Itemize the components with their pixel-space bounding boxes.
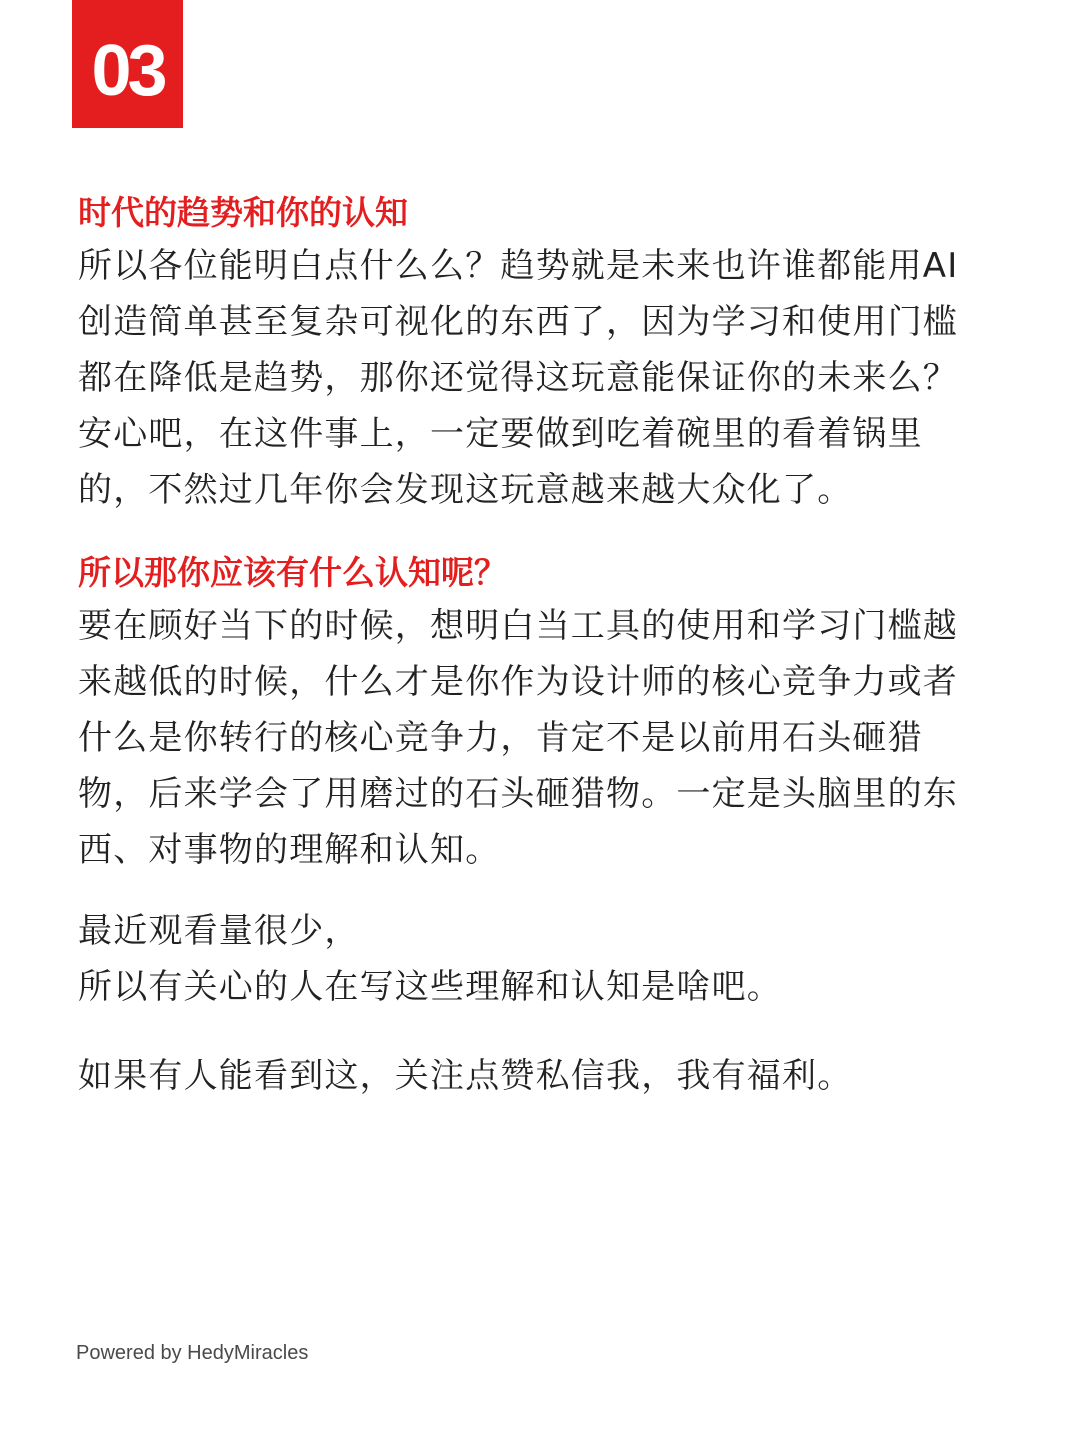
paragraph-line: 都在降低是趋势，那你还觉得这玩意能保证你的未来么？ <box>78 358 958 398</box>
section-number: 03 <box>91 31 164 111</box>
paragraph-trend <box>78 238 958 518</box>
paragraph-line: 创造简单甚至复杂可视化的东西了，因为学习和使用门槛 <box>78 302 958 342</box>
paragraph-line: 所以有关心的人在写这些理解和认知是啥吧。 <box>78 967 782 1007</box>
views-note <box>78 903 782 1015</box>
paragraph-cta <box>78 1048 852 1104</box>
section-heading-trend: 时代的趋势和你的认知 <box>78 193 408 232</box>
paragraph-cognition <box>78 598 958 878</box>
section-heading-cognition: 所以那你应该有什么认知呢？ <box>78 553 507 592</box>
paragraph-line: 的，不然过几年你会发现这玩意越来越大众化了。 <box>78 470 853 510</box>
paragraph-line: 物，后来学会了用磨过的石头砸猎物。一定是头脑里的东 <box>78 774 958 814</box>
section-cognition <box>78 548 958 878</box>
paragraph-line: 安心吧，在这件事上，一定要做到吃着碗里的看着锅里 <box>78 414 923 454</box>
paragraph-line: 所以各位能明白点什么么？趋势就是未来也许谁都能用AI <box>78 246 959 286</box>
cta-line: 如果有人能看到这，关注点赞私信我，我有福利。 <box>78 1056 853 1096</box>
paragraph-line: 西、对事物的理解和认知。 <box>78 830 501 870</box>
paragraph-line: 什么是你转行的核心竞争力，肯定不是以前用石头砸猎 <box>78 718 923 758</box>
paragraph-note <box>78 903 782 1015</box>
paragraph-line: 要在顾好当下的时候，想明白当工具的使用和学习门槛越 <box>78 606 958 646</box>
footer-credit: Powered by HedyMiracles <box>76 1342 309 1364</box>
paragraph-line: 最近观看量很少， <box>78 911 360 951</box>
call-to-action <box>78 1048 852 1104</box>
paragraph-line: 来越低的时候，什么才是你作为设计师的核心竞争力或者 <box>78 662 958 702</box>
section-trend <box>78 188 958 518</box>
section-number-badge <box>72 0 183 128</box>
